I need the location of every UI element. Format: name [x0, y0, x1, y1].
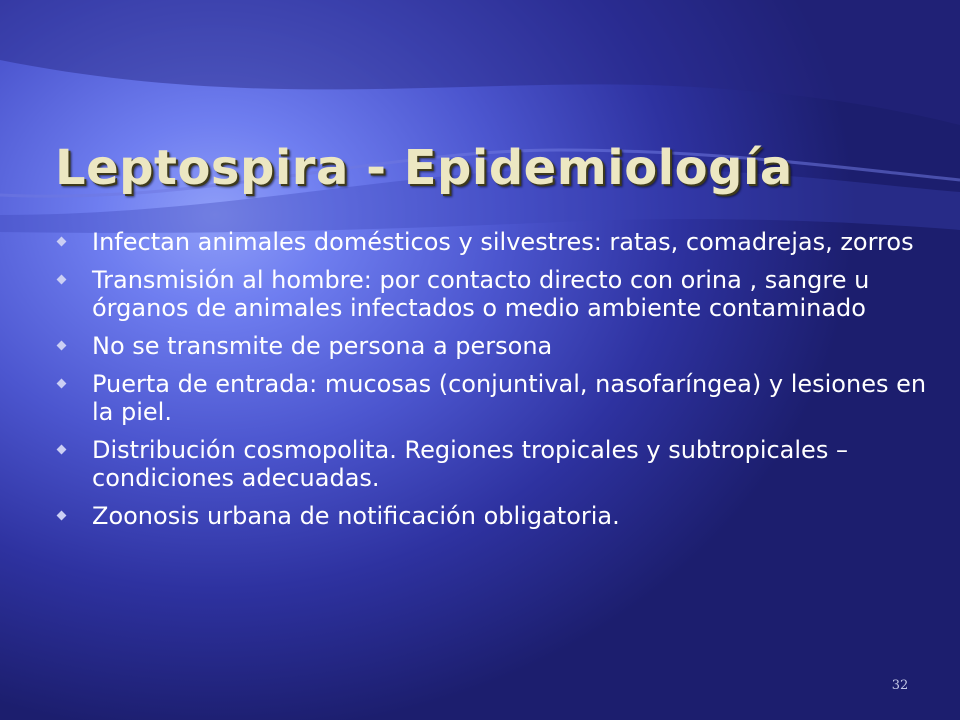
bullet-item [58, 266, 928, 322]
bullet-text: Transmisión al hombre: por contacto directo con orina , sangre u órganos de animales infectados o medio ambiente contaminado [92, 266, 870, 322]
bullet-text: Zoonosis urbana de notificación obligatoria. [92, 502, 620, 530]
diamond-bullet-icon [57, 237, 67, 247]
diamond-bullet-icon [57, 445, 67, 455]
diamond-bullet-icon [57, 341, 67, 351]
diamond-bullet-icon [57, 379, 67, 389]
diamond-bullet-icon [57, 511, 67, 521]
slide-title: Leptospira - Epidemiología [55, 140, 793, 196]
bullet-item [58, 370, 928, 426]
page-number: 32 [891, 678, 909, 693]
bullet-text: Infectan animales domésticos y silvestres: ratas, comadrejas, zorros [92, 228, 914, 256]
bullet-text: Distribución cosmopolita. Regiones tropicales y subtropicales – condiciones adecuadas. [92, 436, 848, 492]
bullet-item [58, 502, 928, 530]
bullet-text: No se transmite de persona a persona [92, 332, 553, 360]
bullet-list [58, 228, 928, 540]
bullet-text: Puerta de entrada: mucosas (conjuntival, nasofaríngea) y lesiones en la piel. [92, 370, 927, 426]
bullet-item [58, 436, 928, 492]
diamond-bullet-icon [57, 275, 67, 285]
bullet-item [58, 228, 928, 256]
bullet-item [58, 332, 928, 360]
